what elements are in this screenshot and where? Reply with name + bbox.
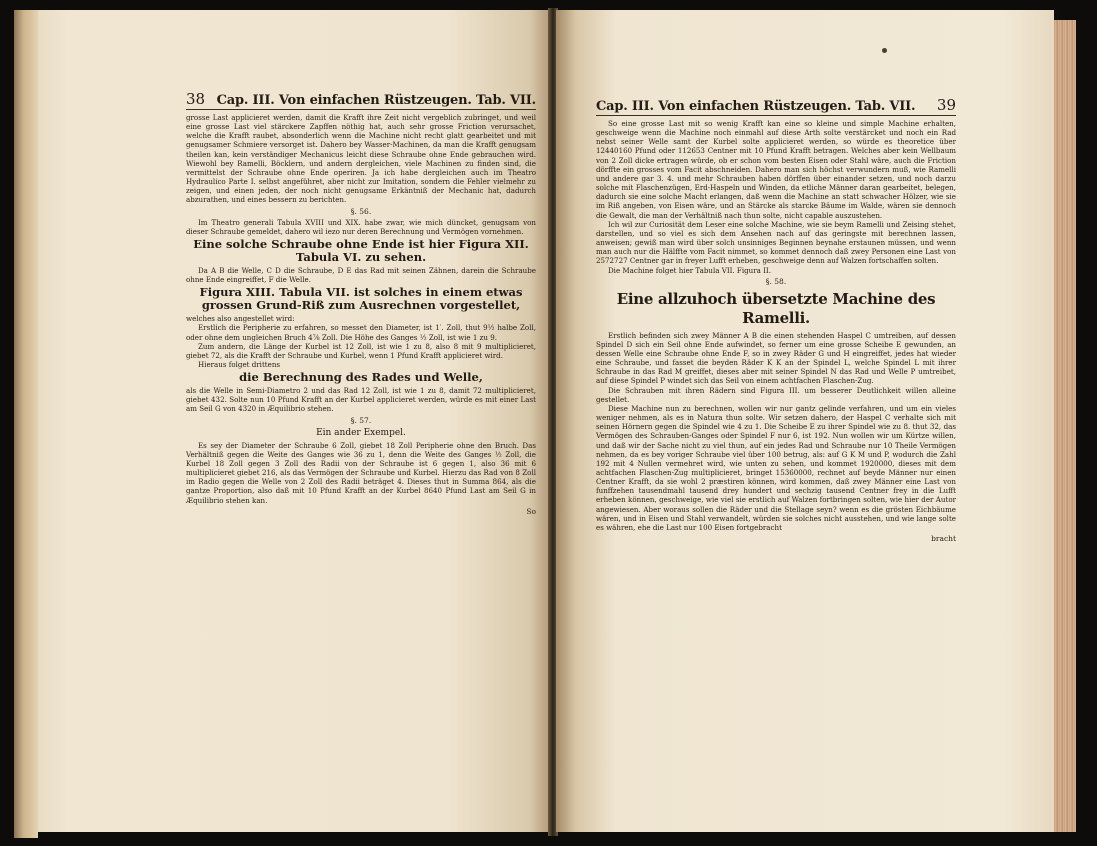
heading: die Berechnung des Rades und Welle, (239, 370, 483, 385)
paragraph: welches also angestellet wird: (186, 314, 295, 324)
right-page (556, 10, 1054, 832)
paragraph: als die Welle in Semi-Diametro 2 und das Rad 12 Zoll, ist wie 1 zu 8, damit 72 multiplicieret, giebet 432. Solte nun 10 Pfund Krafft an der Kurbel applicieret werden, würde es mit einer Last am Seil G von 4320 in Æquilibrio stehen. (186, 386, 536, 414)
heading: Eine solche Schraube ohne Ende ist hier Figura XII. Tabula VI. zu sehen. (193, 236, 529, 264)
paragraph: grosse Last applicieret werden, damit die Krafft ihre Zeit nicht vergeblich zubringet, und weil eine grosse Last viel stärckere Zapffen nöthig hat, auch sehr grosse Friction verursachet, welche die Krafft raubet, absonderlich wenn die Machine nicht recht glatt gearbeitet und mit genugsamer Schmiere versorget ist. Dahero bey Wasser-Machinen, da man die Krafft genugsam theilen kan, kein verständiger Mechanicus leicht diese Schraube ohne Ende gebrauchen wird. Wiewohl bey Ramelli, Böcklern, und andern dergleichen, viele Machinen zu finden sind, die vermittelst der Schraube ohne Ende operiren. Ja ich habe dergleichen auch im Theatro Hydraulico Parte I. selbst angeführet, aber nicht zur Imitation, sondern die Fehler vielmehr zu zeigen, und einen jeden, der noch nicht genugsame Erkäntniß der Mechanic hat, dadurch abzurathen, und eines bessern zu berichten. (186, 113, 536, 205)
paragraph: Die Machine folget hier Tabula VII. Figura II. (608, 265, 771, 275)
paragraph: Zum andern, die Länge der Kurbel ist 12 Zoll, ist wie 1 zu 8, also 8 mit 9 multiplicieret, giebet 72, als die Krafft der Schraube und Kurbel, wenn 1 Pfund Krafft applicieret wird. (186, 341, 536, 360)
running-title: Cap. III. Von einfachen Rüstzeugen. Tab. VII. (216, 93, 536, 108)
paragraph: Ich wil zur Curiosität dem Leser eine solche Machine, wie sie beym Ramelli und Zeising stehet, darstellen, und so viel es sich dem Ansehen nach auf das geringste mit berechnen lassen, anweisen; gewiß man wird über solch unsinniges Beginnen beynahe erstaunen müssen, und wenn man auch nur die Hälffte vom Facit nimmet, so kommet dennoch daß zwey Personen eine Last von 2572727 Centner gar in freyer Lufft erheben, geschweige denn auf Walzen fortschaffen solten. (596, 219, 956, 266)
paragraph: Diese Machine nun zu berechnen, wollen wir nur gantz gelinde verfahren, und um ein vieles weniger nehmen, als es in Natura thun solte. Wir setzen dahero, der Haspel C verhalte sich mit seinen Hörnern gegen die Spindel wie 4 zu 1. Die Scheibe E zu ihrer Spindel wie zu 8. thut 32, das Vermögen des Schrauben-Ganges oder Spindel F nur 6, ist 192. Nun wollen wir um Kürtze willen, und daß wir der Sache nicht zu viel thun, auf ein jedes Rad und Schraube nur 10 Theile Vermögen nehmen, da es bey voriger Schraube viel über 100 betrug, als: auf G K M und P, wodurch die Zahl 192 mit 4 Nullen vermehret wird, wie unten zu sehen, und kommet 1920000, dieses mit dem achtfachen Flaschen-Zug multiplicieret, bringet 15360000, rechnet auf beyde Männer nur einen Centner Krafft, da sie wohl 2 præstiren können, wird kommen, daß zwey Männer eine Last von funffzehen tausendmahl tausend drey hundert und sechzig tausend Centner frey in die Lufft erheben können, geschweige, wie viel sie erstlich auf Walzen fortbringen solten, wie hier der Autor angewiesen. Aber woraus sollen die Räder und die Stellage seyn? wenn es die grösten Eichbäume wären, und in Eisen und Stahl verwandelt, würden sie solches nicht ausstehen, und wie lange solte es währen, ehe die Last nur 100 Eisen fortgebracht (596, 403, 956, 532)
left-cover-edge (14, 10, 38, 838)
paragraph: Da A B die Welle, C D die Schraube, D E das Rad mit seinen Zähnen, darein die Schraube ohne Ende eingreiffet, F die Welle. (186, 265, 536, 285)
paragraph: Erstlich befinden sich zwey Männer A B die einen stehenden Haspel C umtreiben, auf dessen Spindel D sich ein Seil ohne Ende aufwindet, so ferner um eine grosse Scheibe E gewunden, an dessen Welle eine Schraube ohne Ende F, so in zwey Räder G und H eingreiffet, jedes hat wieder eine Schraube, und fasset die beyden Räder K K an der Spindel L, welche Spindel L mit ihrer Schraube in das Rad M greiffet, dieses aber mit seiner Spindel N das Rad und Welle P umtreibet, auf diese Spindel P windet sich das Seil von einem achtfachen Flaschen-Zug. (596, 330, 956, 386)
section-number: §. 58. (765, 276, 787, 286)
left-page-header (186, 90, 536, 110)
right-page-header (596, 96, 956, 116)
paragraph: Im Theatro generali Tabula XVIII und XIX. habe zwar, wie mich düncket, genugsam von dieser Schraube gemeldet, dahero wil iezo nur deren Berechnung und Vermögen vornehmen. (186, 217, 536, 236)
catchword: So (526, 506, 536, 516)
paragraph: Hieraus folget drittens (198, 359, 281, 369)
running-title: Cap. III. Von einfachen Rüstzeugen. Tab. VII. (596, 99, 916, 114)
page-number: 38 (186, 90, 206, 108)
heading: Figura XIII. Tabula VII. ist solches in einem etwas grossen Grund-Riß zum Ausrechnen vorgestellet, (199, 285, 523, 313)
section-number: §. 57. (350, 415, 372, 425)
paragraph: Die Schrauben mit ihren Rädern sind Figura III. um besserer Deutlichkeit willen alleine gestellet. (596, 385, 956, 404)
heading: Eine allzuhoch übersetzte Machine des Ramelli. (616, 289, 936, 327)
section-number: §. 56. (350, 206, 372, 216)
ink-spot (882, 48, 887, 53)
catchword: bracht (931, 534, 956, 544)
heading: Ein ander Exempel. (316, 427, 406, 438)
page-edges (1054, 20, 1076, 832)
page-number: 39 (936, 96, 956, 114)
left-page (38, 10, 550, 832)
paragraph: Es sey der Diameter der Schraube 6 Zoll, giebet 18 Zoll Peripherie ohne den Bruch. Das Verhältniß gegen die Weite des Ganges wie 36 zu 1, denn die Weite des Ganges ½ Zoll, die Kurbel 18 Zoll gegen 3 Zoll des Radii von der Schraube ist 6 gegen 1, also 36 mit 6 multiplicieret giebet 216, als das Vermögen der Schraube und Kurbel. Hierzu das Rad von 8 Zoll im Radio gegen die Welle von 2 Zoll des Radii beträget 4. Dieses thut in Summa 864, als die gantze Proportion, also daß mit 10 Pfund Krafft an der Kurbel 8640 Pfund Last am Seil G in Æquilibrio stehen kan. (186, 440, 536, 505)
left-page-content (186, 90, 536, 516)
paragraph: So eine grosse Last mit so wenig Krafft kan eine so kleine und simple Machine erhalten, geschweige wenn die Machine noch einmahl auf diese Arth solte verstärcket und noch ein Rad nebst seiner Welle samt der Kurbel solte applicieret werden, so würde es theoretice über 12440160 Pfund oder 112653 Centner mit 10 Pfund Krafft betragen. Welches aber kein Wellbaum von 2 Zoll dicke ertragen würde, ob er schon vom besten Eisen oder Stahl wäre, auch die Friction dörffte ein grosses vom Facit abschneiden. Dahero man sich höchst verwundern muß, wie Ramelli und andere gar 3. 4. und mehr Schrauben haben dörffen über einander setzen, und noch darzu solche mit Flaschenzügen, Erd-Haspeln und Winden, da etliche Männer daran gearbeitet, belegen, dadurch sie eine solche Macht erlangen, daß wenn die Machine an statt schwacher Hölzer, wie sie im Riß angeben, von Eisen wäre, und an Stärcke als starcke Bäume im Walde, wären sie dennoch die Gewalt, die man der Verhältniß nach thun solte, nicht capable auszustehen. (596, 119, 956, 220)
paragraph: Erstlich die Peripherie zu erfahren, so messet den Diameter, ist 1′. Zoll, thut 9½ halbe Zoll, oder ohne dem ungleichen Bruch 4⅞ Zoll. Die Höhe des Ganges ½ Zoll, ist wie 1 zu 9. (186, 323, 536, 342)
right-page-content (596, 96, 956, 543)
